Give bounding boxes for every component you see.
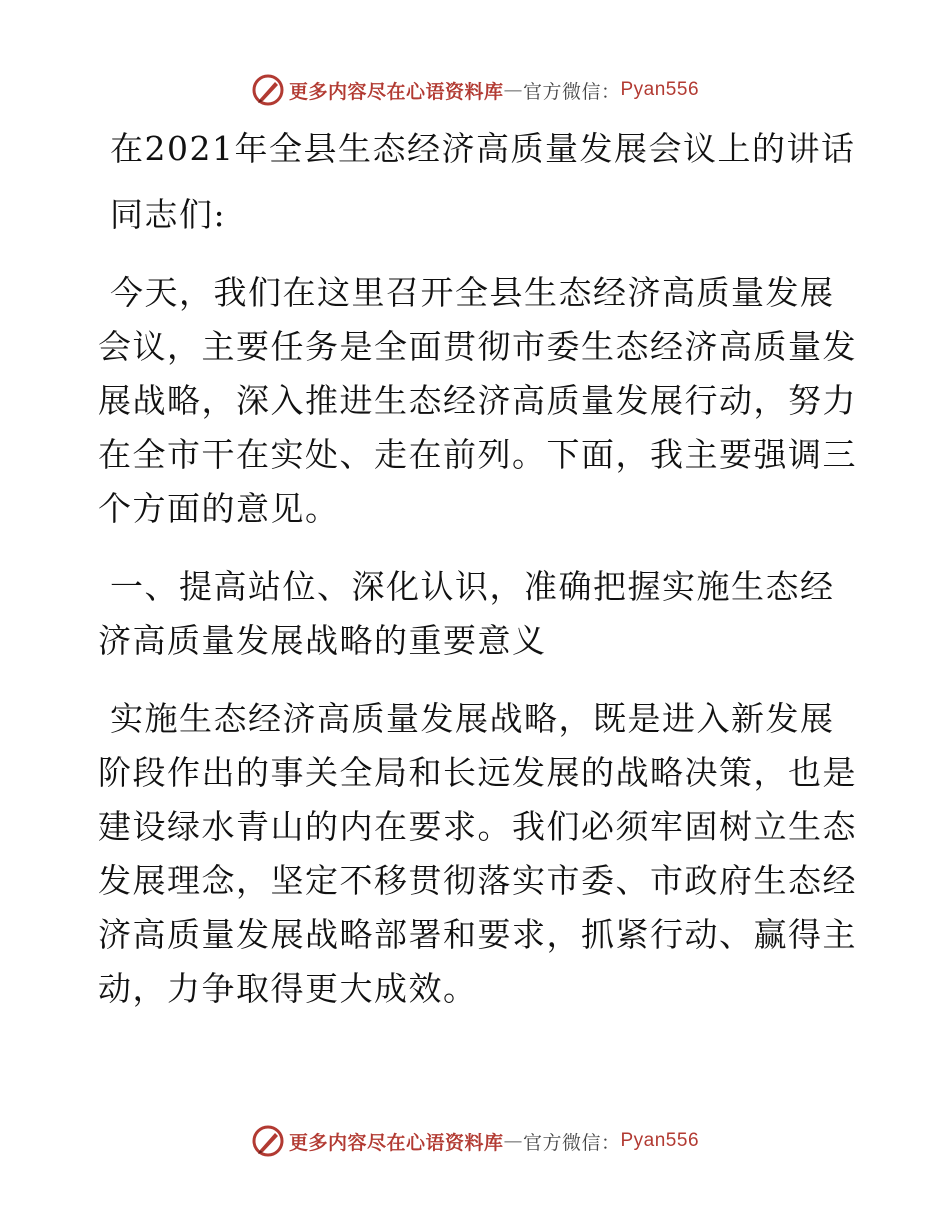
greeting: 同志们: bbox=[110, 195, 227, 234]
section-heading-1 bbox=[98, 560, 858, 668]
footer-watermark-banner bbox=[0, 1121, 950, 1161]
paragraph-line: 阶段作出的事关全局和长远发展的战略决策，也是 bbox=[98, 753, 857, 792]
banner-wechat-label: 官方微信： bbox=[522, 80, 621, 103]
banner-wechat-id: Pyan556 bbox=[620, 79, 700, 100]
paragraph-line: 展战略，深入推进生态经济高质量发展行动，努力 bbox=[98, 381, 857, 420]
heading-line: 一、提高站位、深化认识，准确把握实施生态经 bbox=[110, 567, 835, 606]
paragraph-intro bbox=[98, 266, 858, 536]
pen-logo-icon bbox=[251, 1124, 285, 1158]
paragraph-line: 会议，主要任务是全面贯彻市委生态经济高质量发 bbox=[98, 327, 857, 366]
pen-logo-icon bbox=[251, 73, 285, 107]
banner-site-name: 更多内容尽在心语资料库 bbox=[288, 1131, 504, 1154]
paragraph-line: 实施生态经济高质量发展战略，既是进入新发展 bbox=[110, 699, 835, 738]
heading-line: 济高质量发展战略的重要意义 bbox=[98, 621, 547, 660]
document-title: 在2021年全县生态经济高质量发展会议上的讲话 bbox=[110, 129, 856, 168]
paragraph-line: 济高质量发展战略部署和要求，抓紧行动、赢得主 bbox=[98, 915, 857, 954]
banner-separator: — bbox=[503, 1130, 523, 1152]
paragraph-section-1 bbox=[98, 692, 858, 1016]
document-body bbox=[98, 122, 858, 1040]
banner-wechat-id: Pyan556 bbox=[620, 1130, 700, 1151]
banner-site-name: 更多内容尽在心语资料库 bbox=[288, 80, 504, 103]
paragraph-line: 动，力争取得更大成效。 bbox=[98, 969, 478, 1008]
paragraph-line: 在全市干在实处、走在前列。下面，我主要强调三 bbox=[98, 435, 857, 474]
paragraph-line: 今天，我们在这里召开全县生态经济高质量发展 bbox=[110, 273, 835, 312]
header-watermark-banner bbox=[0, 70, 950, 110]
paragraph-line: 发展理念，坚定不移贯彻落实市委、市政府生态经 bbox=[98, 861, 857, 900]
banner-wechat-label: 官方微信： bbox=[522, 1131, 621, 1154]
banner-separator: — bbox=[503, 79, 523, 101]
paragraph-line: 建设绿水青山的内在要求。我们必须牢固树立生态 bbox=[98, 807, 857, 846]
paragraph-line: 个方面的意见。 bbox=[98, 489, 340, 528]
